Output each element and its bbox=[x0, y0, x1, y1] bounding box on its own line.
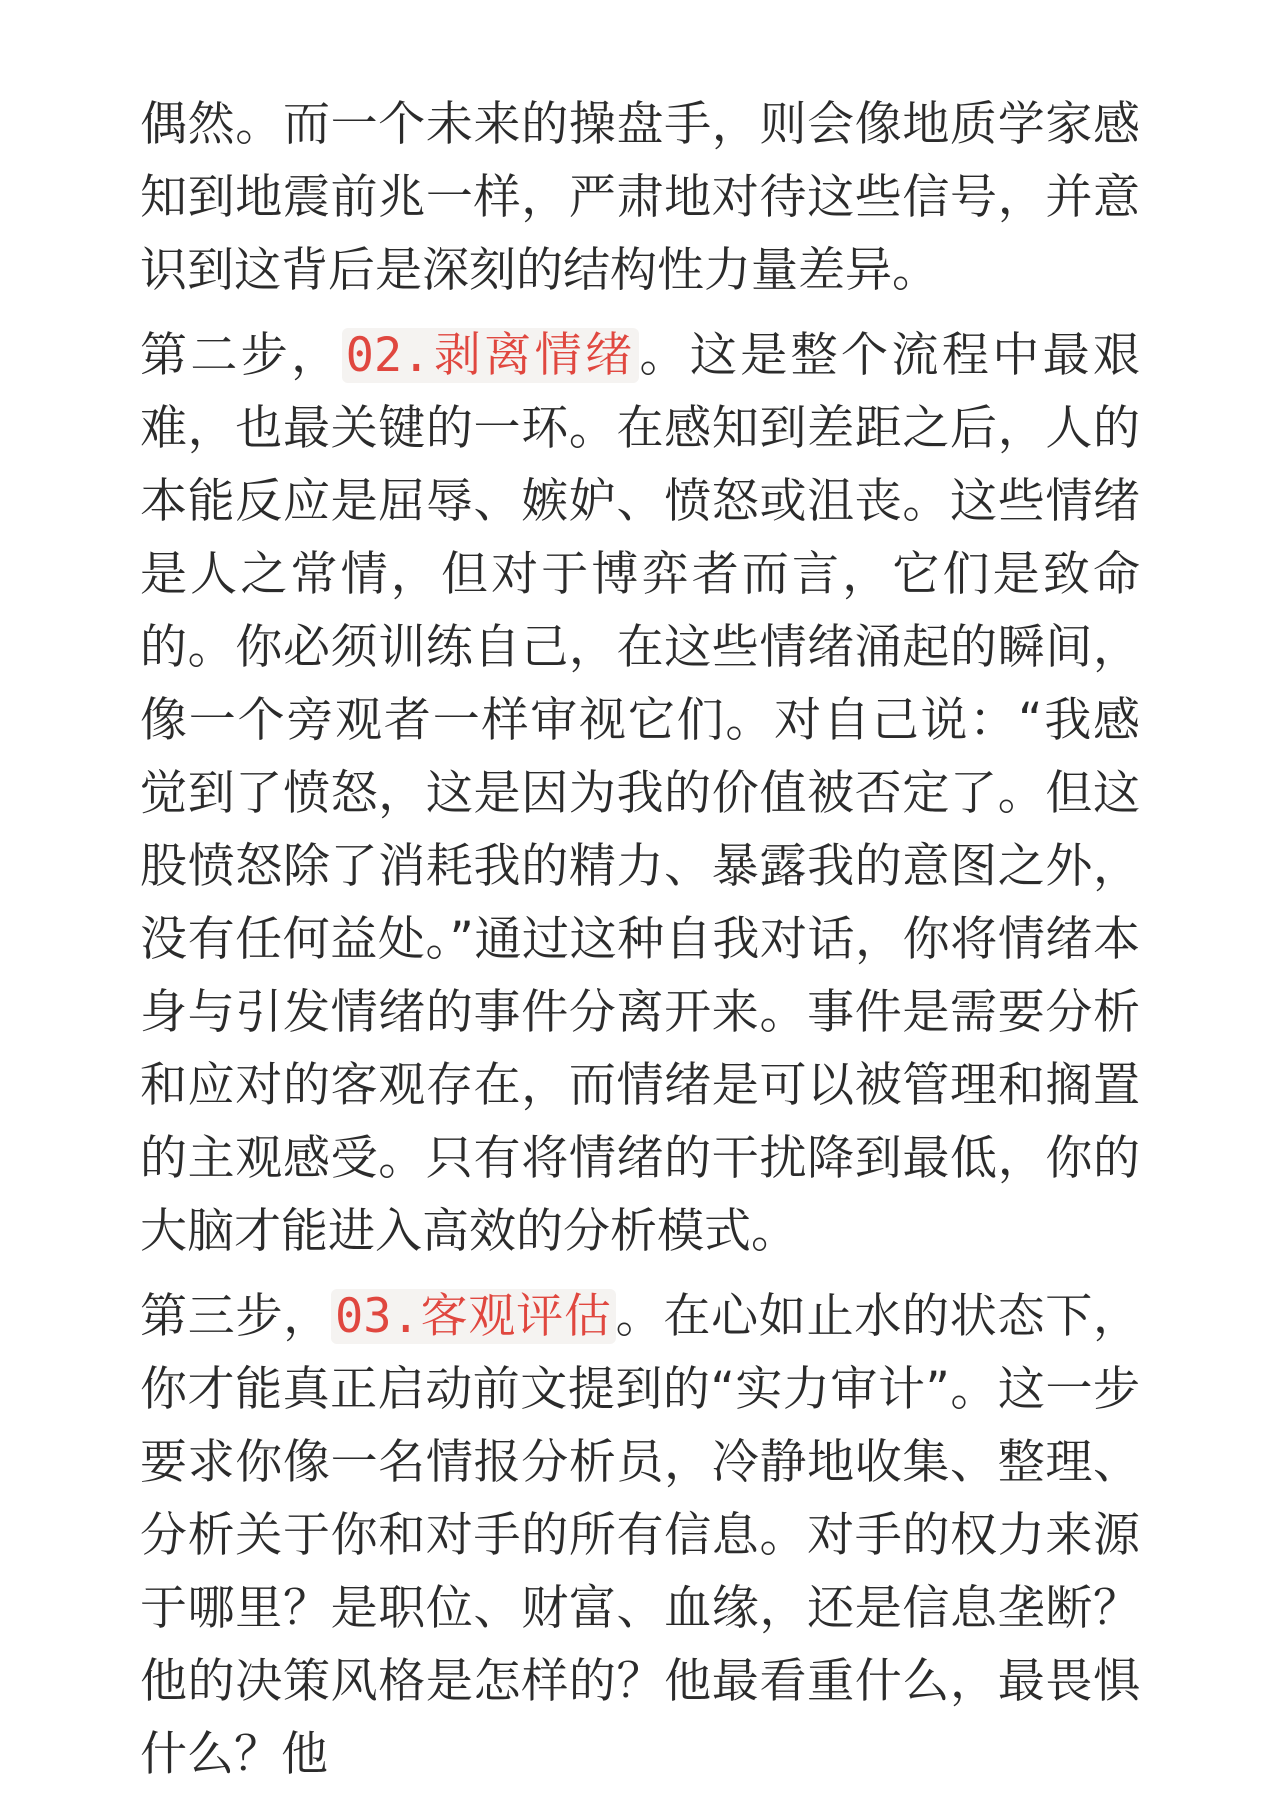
step-lead: 第二步， bbox=[140, 328, 342, 383]
paragraph-continuation bbox=[140, 88, 1140, 307]
paragraph-step-three bbox=[140, 1280, 1140, 1791]
step-tag-assessment: 03.客观评估 bbox=[331, 1289, 616, 1344]
paragraph-text: 偶然。而一个未来的操盘手，则会像地质学家感知到地震前兆一样，严肃地对待这些信号，并意识到这背后是深刻的结构性力量差异。 bbox=[140, 97, 1140, 298]
paragraph-step-two bbox=[140, 319, 1140, 1268]
step-lead: 第三步， bbox=[140, 1289, 331, 1344]
paragraph-text: 。这是整个流程中最艰难，也最关键的一环。在感知到差距之后，人的本能反应是屈辱、嫉妒、愤怒或沮丧。这些情绪是人之常情，但对于博弈者而言，它们是致命的。你必须训练自己，在这些情绪涌起的瞬间，像一个旁观者一样审视它们。对自己说：“我感觉到了愤怒，这是因为我的价值被否定了。但这股愤怒除了消耗我的精力、暴露我的意图之外，没有任何益处。”通过这种自我对话，你将情绪本身与引发情绪的事件分离开来。事件是需要分析和应对的客观存在，而情绪是可以被管理和搁置的主观感受。只有将情绪的干扰降到最低，你的大脑才能进入高效的分析模式。 bbox=[140, 328, 1141, 1259]
paragraph-text: 。在心如止水的状态下，你才能真正启动前文提到的“实力审计”。这一步要求你像一名情报分析员，冷静地收集、整理、分析关于你和对手的所有信息。对手的权力来源于哪里？是职位、财富、血缘，还是信息垄断？他的决策风格是怎样的？他最看重什么，最畏惧什么？他 bbox=[140, 1289, 1141, 1782]
step-tag-emotion: 02.剥离情绪 bbox=[342, 328, 640, 383]
article-body bbox=[140, 88, 1140, 1803]
